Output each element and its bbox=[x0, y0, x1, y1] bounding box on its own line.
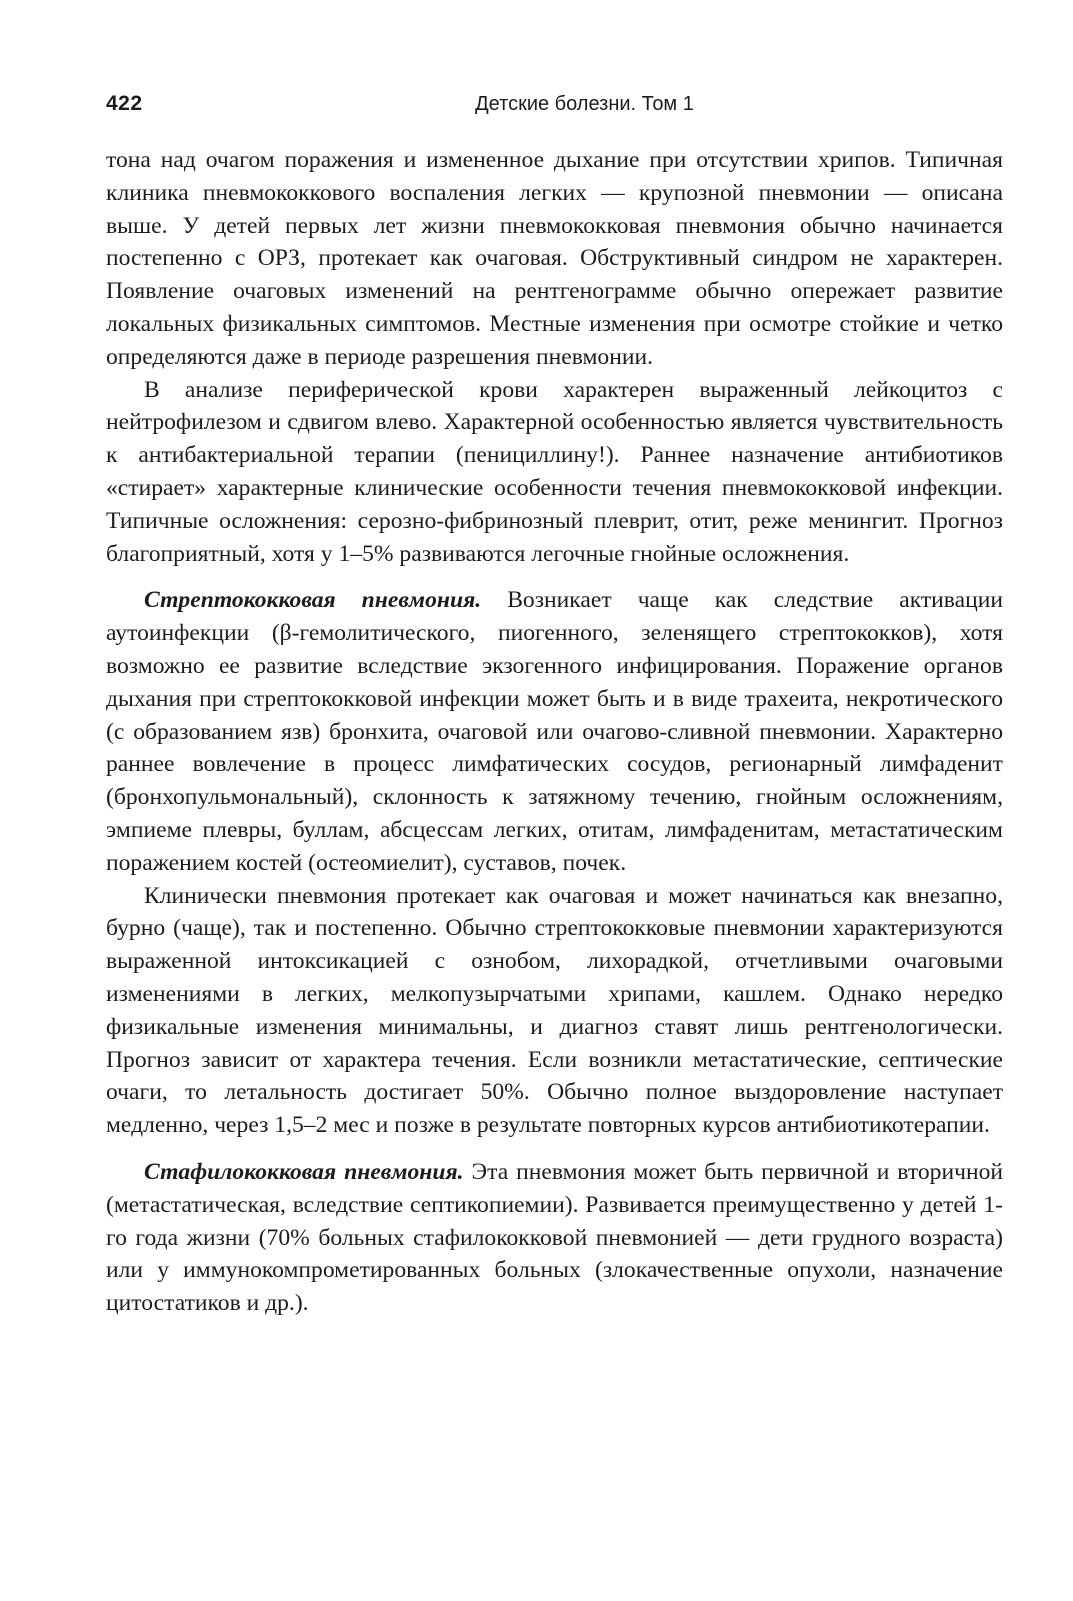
paragraph-clinical-course: Клинически пневмония протекает как очаговая и может начинаться как внезапно, бурно (чаще), так и постепенно. Обычно стрептококковые пневмонии характеризуются выраженной интоксикацией с ознобом, лихорадкой, отчетливыми очаговыми изменениями в легких, мелкопузырчатыми хрипами, кашлем. Однако нередко физикальные изменения минимальны, и диагноз ставят лишь рентгенологически. Прогноз зависит от характера течения. Если возникли метастатические, септические очаги, то летальность достигает 50%. Обычно полное выздоровление наступает медленно, через 1,5–2 мес и позже в результате повторных курсов антибиотикотерапии. bbox=[106, 882, 1003, 1139]
paragraph-text: Возникает чаще как следствие активации аутоинфекции (β-гемолитического, пиогенного, зеленящего стрептококков), хотя возможно ее развитие вследствие экзогенного инфицирования. Поражение органов дыхания при стрептококковой инфекции может быть и в виде трахеита, некротического (с образованием язв) бронхита, очаговой или очагово-сливной пневмонии. Характерно раннее вовлечение в процесс лимфатических сосудов, регионарный лимфаденит (бронхопульмональный), склонность к затяжному течению, гнойным осложнениям, эмпиеме плевры, буллам, абсцессам легких, отитам, лимфаденитам, метастатическим поражением костей (остеомиелит), суставов, почек. bbox=[106, 587, 1003, 876]
paragraph-staphylococcal-pneumonia bbox=[106, 1156, 1003, 1320]
paragraph-text: Эта пневмония может быть первичной и вторичной (метастатическая, вследствие септикопиемии). Развивается преимущественно у детей 1-го года жизни (70% больных стафилококковой пневмонией — дети грудного возраста) или у иммунокомпрометированных больных (злокачественные опухоли, назначение цитостатиков и др.). bbox=[106, 1158, 1003, 1317]
body-text bbox=[106, 144, 1003, 1320]
page-number: 422 bbox=[106, 92, 143, 115]
paragraph-streptococcal-pneumonia bbox=[106, 584, 1003, 879]
paragraph-blood-analysis: В анализе периферической крови характерен выраженный лейкоцитоз с нейтрофилезом и сдвигом влево. Характерной особенностью является чувствительность к антибактериальной терапии (пенициллину!). Раннее назначение антибиотиков «стирает» характерные клинические особенности течения пневмококковой инфекции. Типичные осложнения: серозно-фибринозный плеврит, отит, реже менингит. Прогноз благоприятный, хотя у 1–5% развиваются легочные гнойные осложнения. bbox=[106, 376, 1003, 567]
running-title: Детские болезни. Том 1 bbox=[475, 93, 694, 115]
paragraph-pneumococcal-continued: тона над очагом поражения и измененное дыхание при отсутствии хрипов. Типичная клиника пневмококкового воспаления легких — крупозной пневмонии — описана выше. У детей первых лет жизни пневмококковая пневмония обычно начинается постепенно с ОРЗ, протекает как очаговая. Обструктивный синдром не характерен. Появление очаговых изменений на рентгенограмме обычно опережает развитие локальных физикальных симптомов. Местные изменения при осмотре стойкие и четко определяются даже в периоде разрешения пневмонии. bbox=[106, 147, 1003, 370]
section-heading-staphylococcal: Стафилококковая пневмония. bbox=[144, 1158, 464, 1185]
section-heading-streptococcal: Стрептококковая пневмония. bbox=[144, 587, 482, 614]
page-header bbox=[106, 92, 1003, 126]
